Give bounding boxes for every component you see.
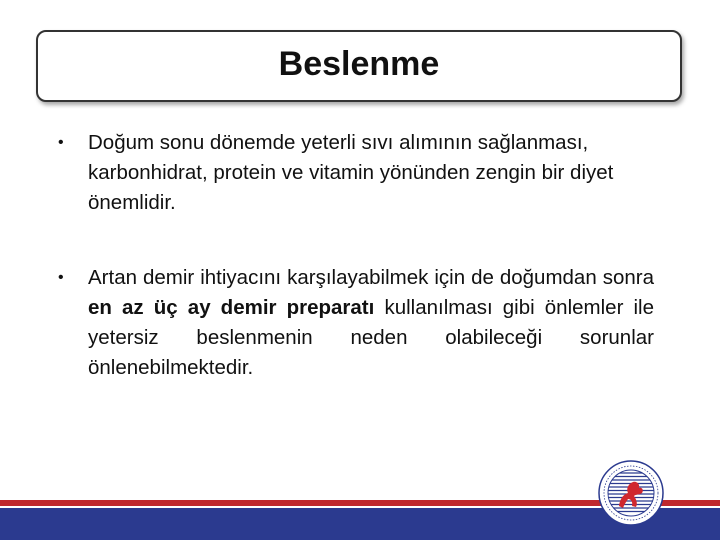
bullet-item [58,263,654,383]
title-box [36,30,682,102]
university-seal-icon [598,460,664,526]
bullet-text-start: Artan demir ihtiyacını karşılayabilmek için de doğumdan sonra [88,266,654,289]
bullet-item [58,128,654,218]
bullet-dot: • [58,269,64,286]
bullet-dot: • [58,134,64,151]
bullet-text-bold: en az üç ay demir preparatı [88,296,375,319]
slide-title: Beslenme [278,44,440,83]
bullet-text: Doğum sonu dönemde yeterli sıvı alımının sağlanması, karbonhidrat, protein ve vitamin yönünden zengin bir diyet önemlidir. [88,131,614,214]
bullet-text-end: kullanılması gibi önlemler ile yetersiz beslenmenin neden olabileceği sorunlar önlenebilmektedir. [88,296,655,379]
slide-content [58,128,654,383]
